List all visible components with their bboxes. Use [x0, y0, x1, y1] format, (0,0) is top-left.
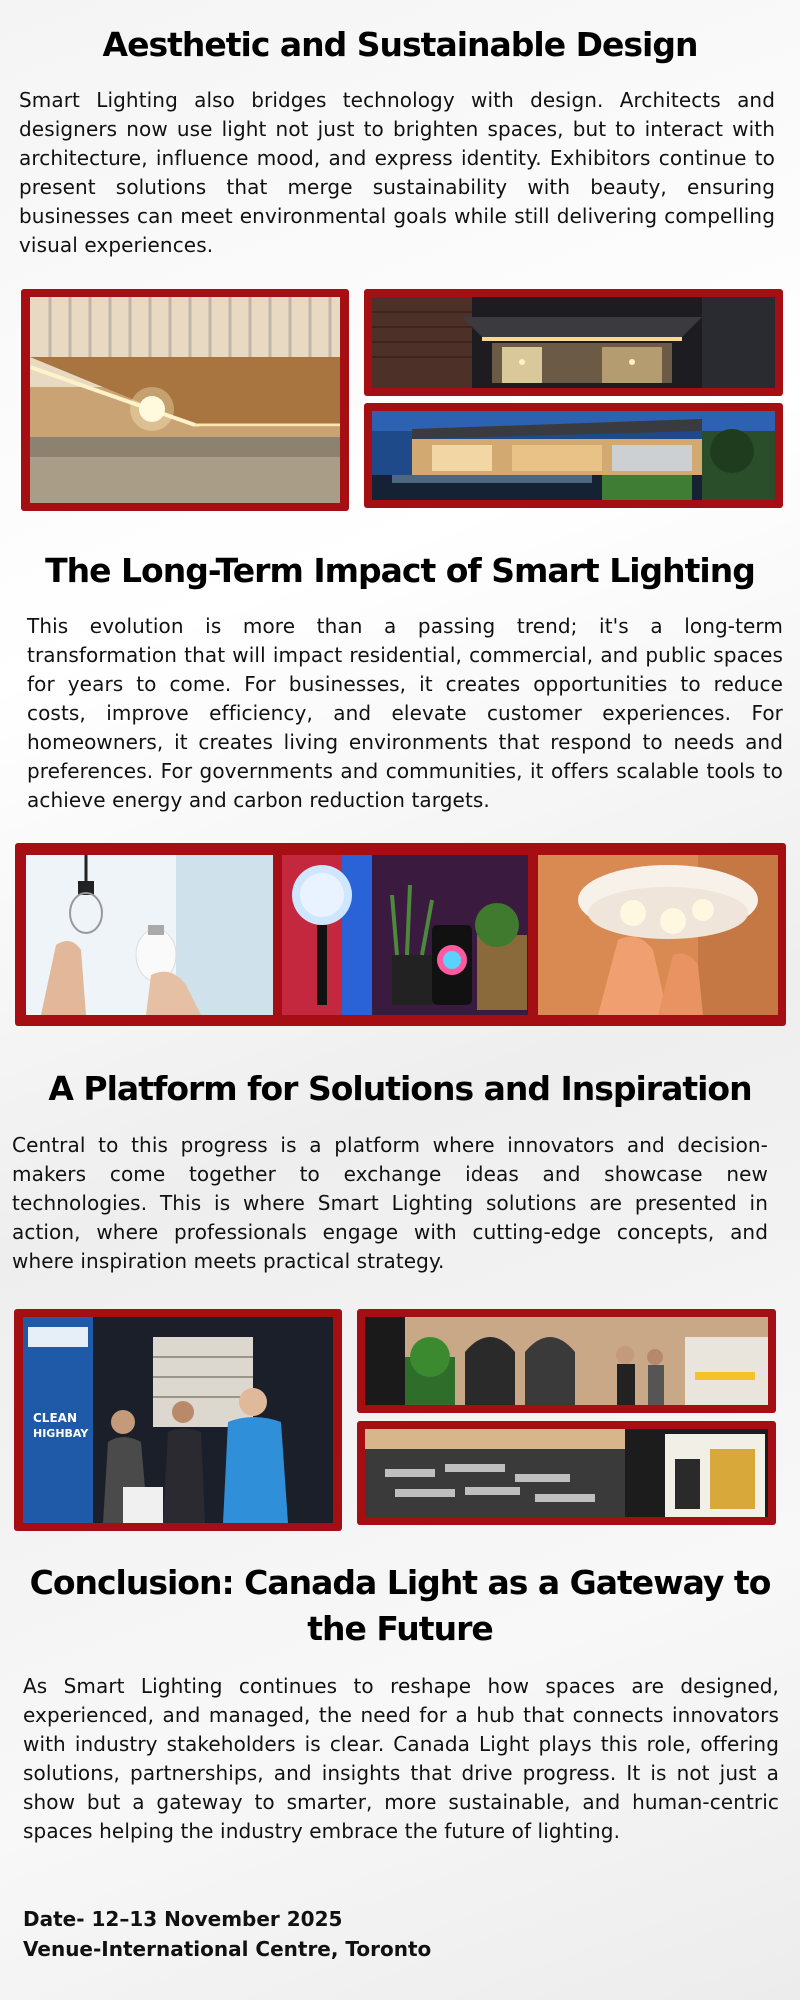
section-title: Aesthetic and Sustainable Design — [102, 25, 698, 64]
section-body: This evolution is more than a passing trend; it's a long-term transformation that will impact residential, commercial, and public spaces for years to come. For businesses, it creates opportunities to reduce costs, improve efficiency, and elevate customer experiences. For homeowners, it creates living environments that respond to needs and preferences. For governments and communities, it offers scalable tools to achieve energy and carbon reduction targets. — [27, 614, 783, 812]
exhibit-hall-arches-image — [365, 1317, 768, 1405]
section-body: Smart Lighting also bridges technology with design. Architects and designers now use light not just to brighten spaces, but to interact with architecture, influence mood, and express identity. Exhibitors continue to present solutions that merge sustainability with beauty, ensuring businesses can meet environmental goals while still delivering compelling visual experiences. — [19, 88, 775, 257]
event-date: Date- 12–13 November 2025 — [23, 1907, 343, 1931]
event-venue: Venue-International Centre, Toronto — [23, 1937, 432, 1961]
lighting-fixtures-display-image — [365, 1429, 768, 1517]
section-title: The Long-Term Impact of Smart Lighting — [45, 551, 755, 590]
section-body: As Smart Lighting continues to reshape how spaces are designed, experienced, and managed, the need for a hub that connects innovators with industry stakeholders is clear. Canada Light plays this role, offering solutions, partnerships, and insights that drive progress. It is not just a show but a gateway to smarter, more sustainable, and human-centric spaces helping the industry embrace the future of lighting. — [23, 1674, 779, 1843]
staircase-lighting-image — [30, 297, 340, 503]
house-exterior-image — [372, 297, 775, 388]
booth-sign-text: HIGHBAY — [33, 1427, 89, 1440]
modern-home-night-image — [372, 411, 775, 500]
section-title: A Platform for Solutions and Inspiration — [48, 1069, 752, 1108]
tradeshow-booth-crowd-image — [23, 1317, 333, 1523]
puck-light-image — [538, 855, 778, 1015]
booth-sign-text: CLEAN — [33, 1411, 77, 1425]
section-body: Central to this progress is a platform where innovators and decision-makers come together to exchange ideas and showcase new technologies. This is where Smart Lighting solutions are presented in action, where professionals engage with cutting-edge concepts, and where inspiration meets practical strategy. — [12, 1133, 768, 1273]
section-title: Conclusion: Canada Light as a Gateway to the Future — [29, 1563, 771, 1648]
smart-rgb-lamp-image — [282, 855, 528, 1015]
bulb-replacement-image — [26, 855, 273, 1015]
